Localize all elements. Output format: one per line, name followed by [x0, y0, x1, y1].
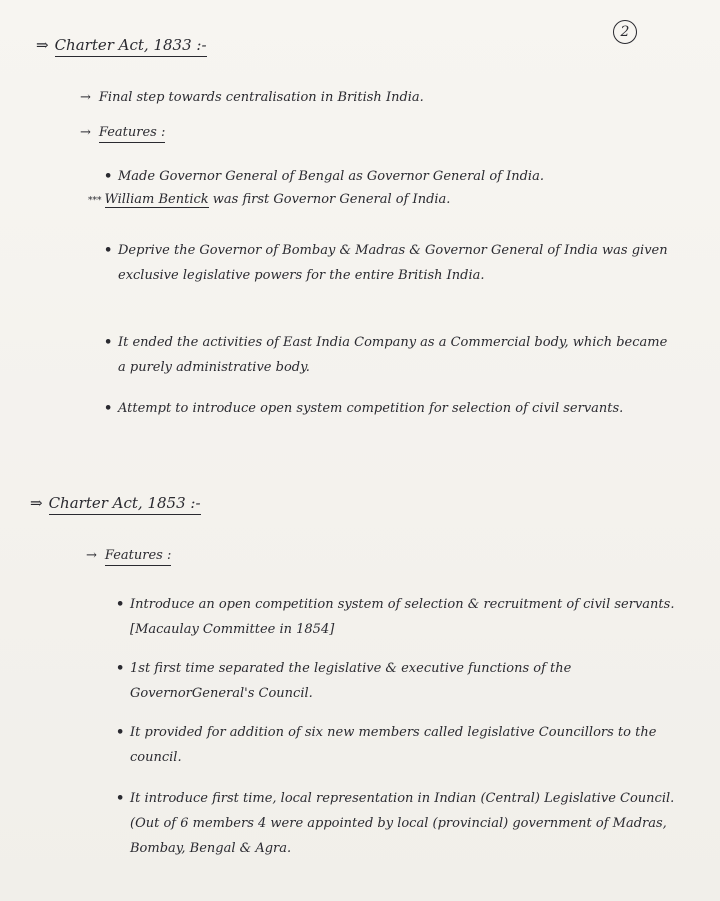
bullet-1833-4: • Attempt to introduce open system competition for selection of civil servants. [104, 401, 624, 416]
double-arrow-icon: ⇒ [30, 494, 43, 512]
bullet-1833-1: • Made Governor General of Bengal as Governor General of India. [104, 169, 544, 184]
bullet-1833-2: • Deprive the Governor of Bombay & Madras & Governor General of India was given exclusive legislative powers for the entire British India. [104, 243, 668, 283]
section-heading-1833: ⇒ Charter Act, 1833 :- [36, 36, 207, 54]
features-label-1833: → Features : [80, 125, 165, 140]
arrow-icon: → [80, 125, 91, 140]
note-william-bentick: *** William Bentick was first Governor General of India. [88, 192, 451, 207]
bullet-1833-3: • It ended the activities of East India Company as a Commercial body, which became a purely administrative body. [104, 335, 668, 375]
bullet-1853-2: • 1st first time separated the legislative & executive functions of the GovernorGeneral's Council. [116, 661, 572, 701]
intro-line: → Final step towards centralisation in British India. [80, 90, 424, 105]
page-number: 2 [613, 20, 637, 44]
bullet-1853-3: • It provided for addition of six new members called legislative Councillors to the council. [116, 725, 657, 765]
section-heading-1853: ⇒ Charter Act, 1853 :- [30, 494, 201, 512]
bullet-1853-4: • It introduce first time, local representation in Indian (Central) Legislative Council. (Out of 6 members 4 were appointed by local (provincial) government of Madras, Bombay, Bengal & Agra. [116, 791, 675, 856]
double-arrow-icon: ⇒ [36, 36, 49, 54]
arrow-icon: → [86, 548, 97, 563]
arrow-icon: → [80, 90, 91, 105]
features-label-1853: → Features : [86, 548, 171, 563]
bullet-1853-1: • Introduce an open competition system of selection & recruitment of civil servants. [Macaulay Committee in 1854] [116, 597, 675, 637]
